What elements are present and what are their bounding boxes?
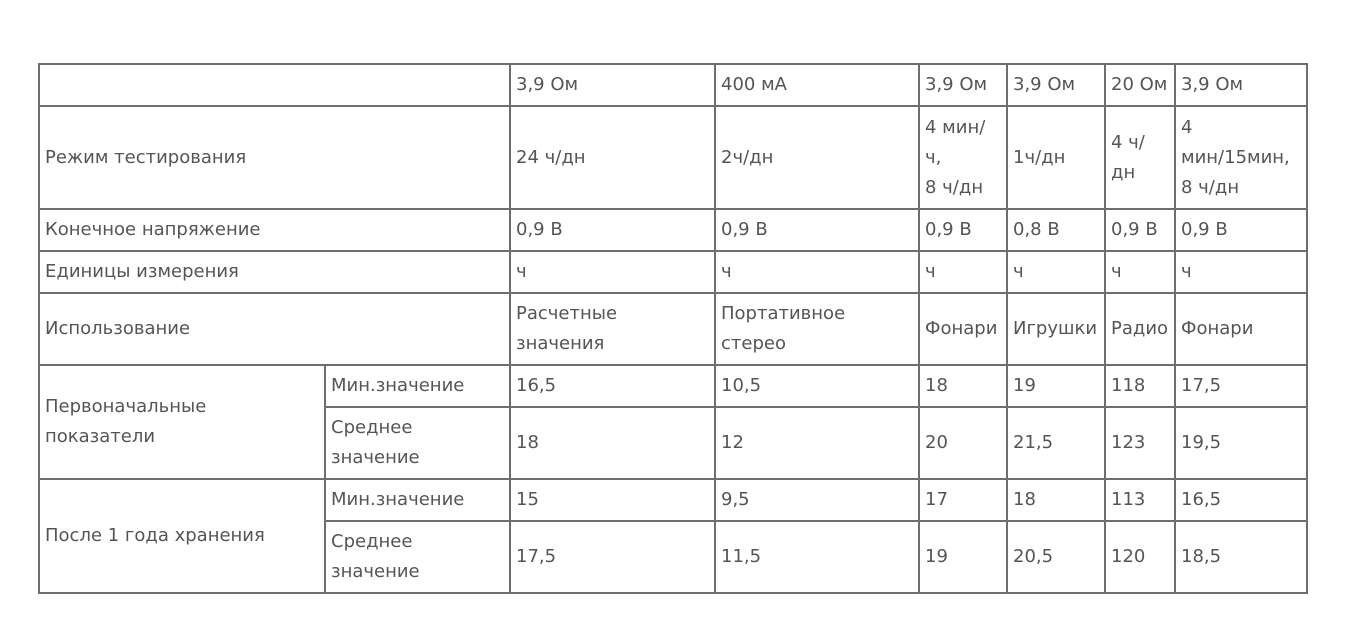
cell-line: Фонари [1181,318,1254,339]
table-cell: 19 [919,521,1007,593]
cell-line: ч, [925,146,942,168]
cell-line: 8 ч/дн [1181,176,1240,198]
table-cell: ч [1007,251,1105,293]
test-mode-row [39,106,1307,209]
sub-row-label [325,521,510,593]
table-cell: 19,5 [1175,407,1307,479]
table-cell: ч [1105,251,1175,293]
table-cell: ч [1175,251,1307,293]
table-cell: 113 [1105,479,1175,521]
cell-line: значение [331,447,420,468]
table-cell: 17,5 [1175,365,1307,407]
cell-line: 4 ч/ [1111,131,1145,153]
group-label [39,479,325,593]
header-cell: 3,9 Ом [1175,64,1307,106]
table-cell: 18 [1007,479,1105,521]
table-cell: 18,5 [1175,521,1307,593]
row-label: Режим тестирования [39,106,510,209]
table-cell [1007,293,1105,365]
table-cell: 20,5 [1007,521,1105,593]
cell-line: Мин.значение [331,375,465,396]
storage-min-row [39,479,1307,521]
table-cell [1105,293,1175,365]
sub-row-label [325,479,510,521]
row-label: Единицы измерения [39,251,510,293]
cell-line: 8 ч/дн [925,176,984,198]
table-cell: 18 [510,407,715,479]
table-cell: 16,5 [1175,479,1307,521]
cell-line: 4 мин/ [925,116,986,138]
table-cell: 0,9 В [1105,209,1175,251]
cell-line: дн [1111,161,1136,183]
sub-row-label [325,407,510,479]
table-cell: 123 [1105,407,1175,479]
table-cell: ч [919,251,1007,293]
table-cell [919,293,1007,365]
header-cell: 400 мА [715,64,919,106]
table-cell: 118 [1105,365,1175,407]
cell-line: Среднее [331,531,413,552]
cell-line: Первоначальные [45,396,207,417]
cell-line: показатели [45,426,156,447]
table-cell: 18 [919,365,1007,407]
table-cell: 120 [1105,521,1175,593]
cell-line: 24 ч/дн [516,146,586,168]
header-cell: 3,9 Ом [919,64,1007,106]
header-row [39,64,1307,106]
cell-line: После 1 года хранения [45,525,265,546]
table-cell: 0,9 В [510,209,715,251]
group-label [39,365,325,479]
table-cell: 10,5 [715,365,919,407]
table-cell [1007,106,1105,209]
cell-line: значение [331,561,420,582]
sub-row-label [325,365,510,407]
cell-line: Фонари [925,318,998,339]
battery-test-table [38,63,1308,594]
table-cell [1175,106,1307,209]
cell-line: стерео [721,333,786,354]
cell-line: значения [516,333,605,354]
cell-line: 4 [1181,116,1193,138]
table-cell: 0,9 В [1175,209,1307,251]
final-voltage-row [39,209,1307,251]
cell-line: Мин.значение [331,489,465,510]
table-cell: 17 [919,479,1007,521]
header-cell: 3,9 Ом [510,64,715,106]
table-cell: 0,9 В [715,209,919,251]
table-cell [1105,106,1175,209]
cell-line: 2ч/дн [721,146,774,168]
table-cell [1175,293,1307,365]
table-cell: 11,5 [715,521,919,593]
table-cell: 15 [510,479,715,521]
header-cell: 3,9 Ом [1007,64,1105,106]
cell-line: Портативное [721,303,846,324]
table-cell [715,106,919,209]
cell-line: Среднее [331,417,413,438]
usage-row [39,293,1307,365]
cell-line: Расчетные [516,303,618,324]
table-cell: 20 [919,407,1007,479]
table-cell: 9,5 [715,479,919,521]
table-cell: 16,5 [510,365,715,407]
table-cell: ч [510,251,715,293]
table-cell [715,293,919,365]
table-cell: 21,5 [1007,407,1105,479]
header-empty-cell [39,64,510,106]
cell-line: Игрушки [1013,318,1098,339]
cell-line: Радио [1111,318,1169,339]
table-cell: ч [715,251,919,293]
table-cell [510,293,715,365]
cell-line: 1ч/дн [1013,146,1066,168]
table-cell [919,106,1007,209]
table-cell: 0,9 В [919,209,1007,251]
table-cell: 12 [715,407,919,479]
table-cell: 17,5 [510,521,715,593]
row-label: Использование [39,293,510,365]
table-cell: 19 [1007,365,1105,407]
units-row [39,251,1307,293]
initial-min-row [39,365,1307,407]
row-label: Конечное напряжение [39,209,510,251]
table-cell [510,106,715,209]
table-cell: 0,8 В [1007,209,1105,251]
header-cell: 20 Ом [1105,64,1175,106]
cell-line: мин/15мин, [1181,146,1290,168]
